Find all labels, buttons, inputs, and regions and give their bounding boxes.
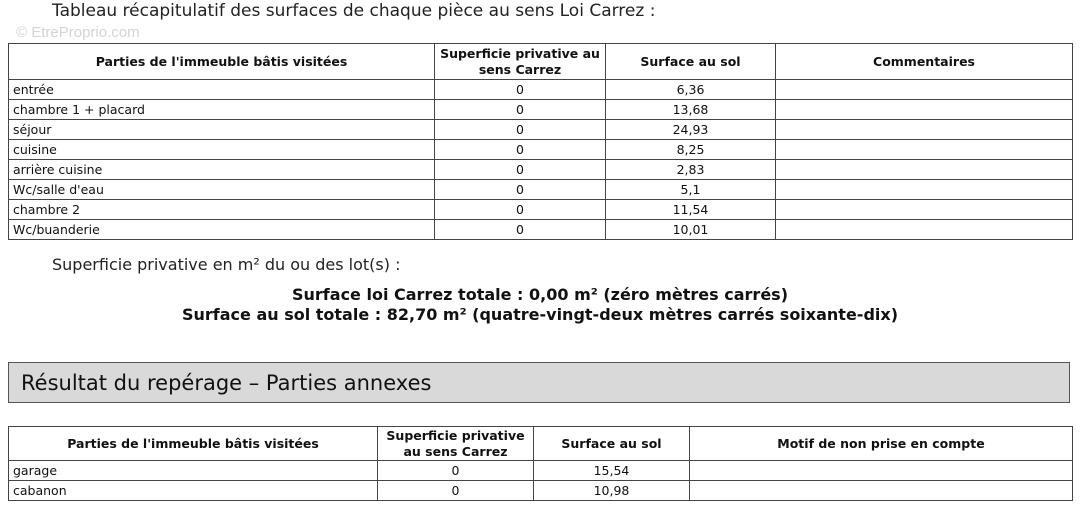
cell-floor: 8,25 bbox=[606, 140, 776, 160]
table-row bbox=[9, 80, 1073, 100]
total-floor-area: Surface au sol totale : 82,70 m² (quatre-vingt-deux mètres carrés soixante-dix) bbox=[181, 305, 899, 324]
intro-title: Tableau récapitulatif des surfaces de chaque pièce au sens Loi Carrez : bbox=[52, 1, 656, 21]
section-title: Résultat du repérage – Parties annexes bbox=[21, 371, 432, 395]
table-row bbox=[9, 140, 1073, 160]
cell-carrez: 0 bbox=[378, 481, 534, 501]
cell-room: chambre 1 + placard bbox=[9, 100, 435, 120]
watermark: © EtreProprio.com bbox=[16, 24, 140, 41]
cell-floor: 24,93 bbox=[606, 120, 776, 140]
cell-room: Wc/salle d'eau bbox=[9, 180, 435, 200]
cell-comments bbox=[776, 220, 1073, 240]
cell-comments bbox=[776, 80, 1073, 100]
cell-comments bbox=[776, 140, 1073, 160]
cell-carrez: 0 bbox=[435, 220, 606, 240]
cell-room: Wc/buanderie bbox=[9, 220, 435, 240]
cell-floor: 2,83 bbox=[606, 160, 776, 180]
header-floor: Surface au sol bbox=[534, 427, 690, 461]
table-row bbox=[9, 220, 1073, 240]
cell-room: entrée bbox=[9, 80, 435, 100]
cell-comments bbox=[776, 160, 1073, 180]
cell-floor: 6,36 bbox=[606, 80, 776, 100]
header-carrez: Superficie privative au sens Carrez bbox=[378, 427, 534, 461]
table-row bbox=[9, 180, 1073, 200]
cell-room: cuisine bbox=[9, 140, 435, 160]
cell-comments bbox=[776, 200, 1073, 220]
cell-floor: 10,01 bbox=[606, 220, 776, 240]
header-carrez: Superficie privative au sens Carrez bbox=[435, 44, 606, 80]
cell-reason bbox=[690, 481, 1073, 501]
table-row bbox=[9, 160, 1073, 180]
table-row bbox=[9, 100, 1073, 120]
cell-carrez: 0 bbox=[435, 160, 606, 180]
cell-reason bbox=[690, 461, 1073, 481]
header-room: Parties de l'immeuble bâtis visitées bbox=[9, 427, 378, 461]
cell-carrez: 0 bbox=[435, 140, 606, 160]
cell-room: séjour bbox=[9, 120, 435, 140]
section-header bbox=[8, 362, 1070, 403]
header-reason: Motif de non prise en compte bbox=[690, 427, 1073, 461]
table-row bbox=[9, 120, 1073, 140]
table-header-row bbox=[9, 427, 1073, 461]
cell-carrez: 0 bbox=[435, 200, 606, 220]
cell-floor: 11,54 bbox=[606, 200, 776, 220]
cell-room: arrière cuisine bbox=[9, 160, 435, 180]
cell-carrez: 0 bbox=[435, 120, 606, 140]
privative-area-note: Superficie privative en m² du ou des lot(s) : bbox=[52, 255, 401, 274]
carrez-surface-table bbox=[8, 43, 1073, 240]
cell-carrez: 0 bbox=[378, 461, 534, 481]
cell-room: chambre 2 bbox=[9, 200, 435, 220]
annex-surface-table bbox=[8, 426, 1073, 501]
cell-comments bbox=[776, 180, 1073, 200]
cell-carrez: 0 bbox=[435, 80, 606, 100]
header-comments: Commentaires bbox=[776, 44, 1073, 80]
cell-floor: 13,68 bbox=[606, 100, 776, 120]
cell-carrez: 0 bbox=[435, 180, 606, 200]
cell-floor: 10,98 bbox=[534, 481, 690, 501]
table-row bbox=[9, 461, 1073, 481]
header-room: Parties de l'immeuble bâtis visitées bbox=[9, 44, 435, 80]
cell-comments bbox=[776, 100, 1073, 120]
table-row bbox=[9, 200, 1073, 220]
cell-room: cabanon bbox=[9, 481, 378, 501]
total-carrez: Surface loi Carrez totale : 0,00 m² (zéro mètres carrés) bbox=[292, 285, 788, 304]
header-floor: Surface au sol bbox=[606, 44, 776, 80]
cell-floor: 5,1 bbox=[606, 180, 776, 200]
table-header-row bbox=[9, 44, 1073, 80]
table-row bbox=[9, 481, 1073, 501]
cell-comments bbox=[776, 120, 1073, 140]
cell-room: garage bbox=[9, 461, 378, 481]
cell-floor: 15,54 bbox=[534, 461, 690, 481]
cell-carrez: 0 bbox=[435, 100, 606, 120]
